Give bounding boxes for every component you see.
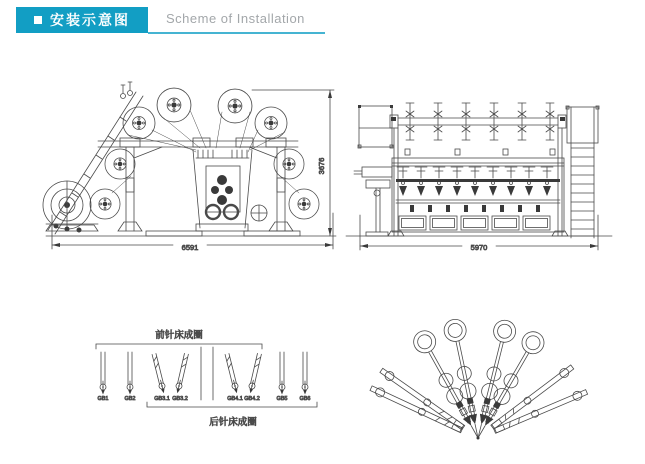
- guide-bar-gb6: [302, 352, 308, 395]
- fan-flat-bar: [379, 367, 466, 432]
- top-beam-shaft: [390, 103, 566, 140]
- guide-bar-diagram: [96, 329, 317, 428]
- fan-guide-arm: [468, 328, 548, 444]
- section-title-box: [16, 7, 148, 33]
- fan-guide-arm: [410, 327, 488, 443]
- warp-beam: [289, 189, 319, 219]
- section-title-en: Scheme of Installation: [166, 11, 305, 26]
- warp-beam: [90, 189, 120, 219]
- gb3-2-label: GB3.2: [172, 396, 188, 402]
- front-needle-bed-label: 前针床成圈: [155, 330, 203, 341]
- warp-beam: [255, 107, 287, 139]
- fan-flat-bar: [490, 363, 575, 430]
- gb1-label: GB1: [97, 396, 109, 402]
- dim-3676-text: 3676: [317, 157, 326, 175]
- warp-beam: [123, 107, 155, 139]
- dimension-width-6591: [52, 213, 333, 252]
- gb6-label: GB6: [299, 396, 311, 402]
- guide-bar-gb4-1: [224, 353, 240, 394]
- back-needle-bed-bracket: [147, 402, 317, 407]
- access-ladder: [571, 143, 594, 238]
- header-underline: [148, 32, 325, 34]
- gb4-1-label: GB4.1: [227, 396, 243, 402]
- fan-pivot: [477, 437, 480, 440]
- guide-bar-gb3-2: [174, 353, 189, 394]
- warp-beam: [105, 149, 135, 179]
- dim-5970-text: 5970: [470, 243, 488, 252]
- section-title-zh: 安装示意图: [50, 12, 130, 28]
- platform-railing: [566, 106, 599, 143]
- fan-flat-bar: [493, 388, 589, 435]
- end-frame-left: [358, 105, 393, 148]
- dim-6591-text: 6591: [181, 243, 199, 252]
- square-bullet-icon: [34, 16, 42, 24]
- guide-bar-gb2: [127, 352, 133, 395]
- warp-beam: [274, 149, 304, 179]
- front-view-drawing: [346, 103, 612, 252]
- gb5-label: GB5: [276, 396, 288, 402]
- front-needle-bed-bracket: [96, 344, 262, 349]
- guide-bar-gb1: [100, 352, 106, 395]
- warp-beam: [218, 89, 252, 123]
- back-needle-bed-label: 后针床成圈: [209, 417, 257, 428]
- gb3-1-label: GB3.1: [154, 396, 170, 402]
- guide-bar-gb4-2: [247, 353, 262, 394]
- side-view-drawing: [43, 82, 336, 252]
- gb4-2-label: GB4.2: [244, 396, 260, 402]
- gb2-label: GB2: [124, 396, 136, 402]
- guide-bar-gb5: [279, 352, 285, 395]
- guide-bar-fan-diagram: [369, 317, 588, 443]
- machine-body: [392, 149, 564, 232]
- guide-bar-gb3-1: [151, 353, 167, 394]
